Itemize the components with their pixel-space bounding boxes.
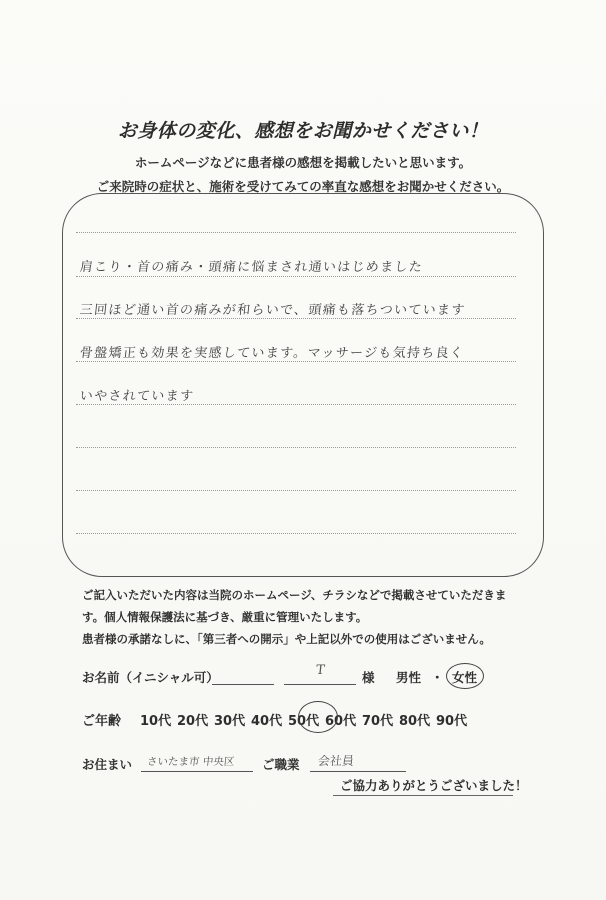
comment-rule <box>76 318 516 319</box>
comment-rule <box>76 533 516 534</box>
age-option[interactable]: 80代 <box>399 714 431 729</box>
comment-line-2: 三回ほど通い首の痛みが和らいで、頭痛も落ちついています <box>79 303 467 318</box>
comment-rule <box>76 404 516 405</box>
comment-rule <box>76 232 516 233</box>
name-label: お名前（イニシャル可） <box>82 670 219 685</box>
gender-selected-circle <box>446 663 484 689</box>
residence-field-line[interactable] <box>141 771 253 772</box>
age-row <box>82 710 473 729</box>
occupation-value: 会社員 <box>317 754 355 768</box>
age-option[interactable]: 30代 <box>214 714 246 729</box>
form-subtitle-1: ホームページなどに患者様の感想を掲載したいと思います。 <box>134 155 472 170</box>
thanks-underline <box>333 795 513 796</box>
comment-rule <box>76 361 516 362</box>
comment-line-1: 肩こり・首の痛み・頭痛に悩まされ通いはじめました <box>79 260 424 275</box>
age-label: ご年齢 <box>82 714 122 729</box>
age-option[interactable]: 40代 <box>251 714 283 729</box>
gender-separator: ・ <box>431 670 444 685</box>
gender-option-female[interactable]: 女性 <box>452 670 478 685</box>
notice-line-1: ご記入いただいた内容は当院のホームページ、チラシなどで掲載させていただきま <box>82 588 507 602</box>
occupation-field-line[interactable] <box>310 771 406 772</box>
form-title: お身体の変化、感想をお聞かせください！ <box>117 120 489 142</box>
comment-rule <box>76 490 516 491</box>
age-option[interactable]: 10代 <box>140 714 172 729</box>
name-field-line-2[interactable] <box>284 684 356 685</box>
age-option[interactable]: 60代 <box>325 714 357 729</box>
age-option[interactable]: 20代 <box>177 714 209 729</box>
comment-line-3: 骨盤矯正も効果を実感しています。マッサージも気持ち良く <box>79 346 465 361</box>
residence-label: お住まい <box>82 757 133 772</box>
form-subtitle-2: ご来院時の症状と、施術を受けてみての率直な感想をお聞かせください。 <box>96 179 510 194</box>
occupation-label: ご職業 <box>262 757 300 772</box>
notice-line-2: す。個人情報保護法に基づき、厳重に管理いたします。 <box>82 610 368 624</box>
thanks-message: ご協力ありがとうございました！ <box>340 778 528 793</box>
age-option-selected[interactable]: 50代 <box>288 714 320 729</box>
notice-line-3: 患者様の承諾なしに、「第三者への開示」や上記以外での使用はございません。 <box>82 632 491 646</box>
residence-value: さいたま市 中央区 <box>146 756 235 768</box>
comment-rule <box>76 276 516 277</box>
name-honorific: 様 <box>362 670 375 685</box>
comment-rule <box>76 447 516 448</box>
age-selected-circle <box>298 701 338 733</box>
gender-option-male[interactable]: 男性 <box>396 670 422 685</box>
age-option[interactable]: 70代 <box>362 714 394 729</box>
name-value: T <box>315 663 326 678</box>
name-field-line-1[interactable] <box>212 684 274 685</box>
comment-line-4: いやされています <box>79 389 195 404</box>
age-option[interactable]: 90代 <box>436 714 468 729</box>
